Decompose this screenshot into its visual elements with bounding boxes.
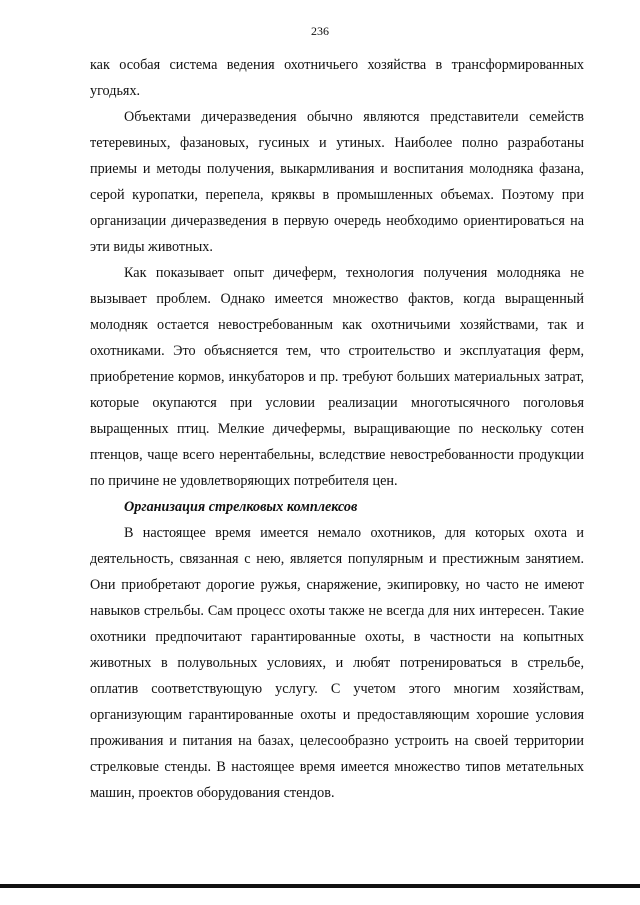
section-heading: Организация стрелковых комплексов (124, 499, 358, 515)
paragraph-breeding-objects: Объектами дичеразведения обычно являются представители семейств тетеревиных, фазановых, гусиных и утиных. Наиболее полно разработаны приемы и методы получения, выкармливания и воспитания молодняка фазана, серой куропатки, перепела, кряквы в промышленных объемах. Поэтому при организации дичеразведения в первую очередь необходимо ориентироваться на эти виды животных. (90, 109, 584, 255)
paragraph-continuation: как особая система ведения охотничьего хозяйства в трансформированных угодьях. (90, 57, 584, 99)
paragraph-shooting-hunters: В настоящее время имеется немало охотников, для которых охота и деятельность, связанная с нею, является популярным и престижным занятием. Они приобретают дорогие ружья, снаряжение, экипировку, но часто не имеют навыков стрельбы. Сам процесс охоты также не всегда для них интересен. Такие охотники предпочитают гарантированные охоты, в частности на копытных животных в полувольных условиях, и любят потренироваться в стрельбе, оплатив соответствующую услугу. С учетом этого многим хозяйствам, организующим гарантированные охоты и предоставляющим хорошие условия проживания и питания на базах, целесообразно устроить на своей территории стрелковые стенды. В настоящее время имеется множество типов метательных машин, проектов оборудования стендов. (90, 525, 584, 801)
page-number: 236 (311, 24, 329, 38)
bottom-rule (0, 884, 640, 888)
paragraph-farm-experience: Как показывает опыт дичеферм, технология получения молодняка не вызывает проблем. Однако имеется множество фактов, когда выращенный молодняк остается невостребованным как охотничьими хозяйствами, так и охотниками. Это объясняется тем, что строительство и эксплуатация ферм, приобретение кормов, инкубаторов и пр. требуют больших материальных затрат, которые окупаются при условии реализации многотысячного поголовья выращенных птиц. Мелкие дичефермы, выращивающие по нескольку сотен птенцов, чаще всего нерентабельны, вследствие невостребованности продукции по причине не удовлетворяющих потребителя цен. (90, 265, 584, 489)
page-body (90, 52, 584, 806)
